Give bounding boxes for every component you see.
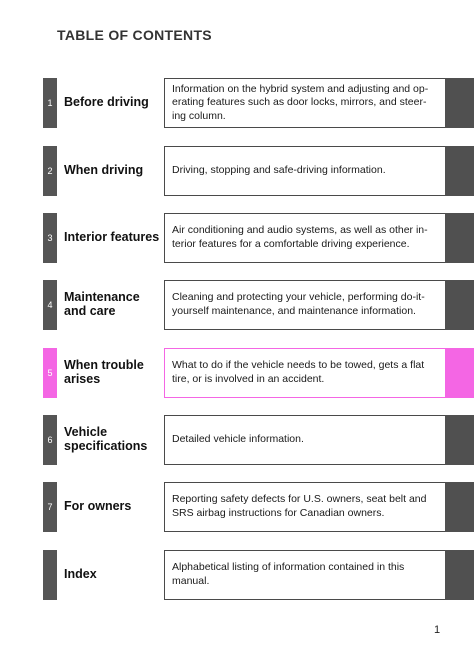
toc-row-interior-features[interactable] <box>43 213 474 263</box>
chapter-title[interactable]: Maintenance and care <box>64 290 140 318</box>
page-number: 1 <box>434 624 441 636</box>
chapter-title[interactable]: For owners <box>64 499 132 514</box>
chapter-description: Detailed vehicle information. <box>164 415 445 465</box>
chapter-number-tab: 5 <box>43 348 57 398</box>
chapter-number-tab: 3 <box>43 213 57 263</box>
chapter-number-tab: 4 <box>43 280 57 330</box>
chapter-description: Information on the hybrid system and adjusting and op-erating features such as door locks, mirrors, and steer-ing column. <box>164 78 445 128</box>
chapter-description: Air conditioning and audio systems, as well as other in-terior features for a comfortable driving experience. <box>164 213 445 263</box>
toc-row-vehicle-specifications[interactable] <box>43 415 474 465</box>
chapter-description: Alphabetical listing of information contained in this manual. <box>164 550 445 600</box>
chapter-edge-tab <box>445 78 474 128</box>
chapter-edge-tab <box>445 415 474 465</box>
chapter-title[interactable]: Vehicle specifications <box>64 425 148 453</box>
chapter-number-tab: 2 <box>43 146 57 196</box>
toc-row-for-owners[interactable] <box>43 482 474 532</box>
chapter-title[interactable]: Index <box>64 567 97 582</box>
chapter-edge-tab <box>445 280 474 330</box>
chapter-edge-tab <box>445 482 474 532</box>
chapter-title[interactable]: Before driving <box>64 95 149 110</box>
chapter-edge-tab <box>445 348 474 398</box>
chapter-description: Driving, stopping and safe-driving information. <box>164 146 445 196</box>
chapter-title[interactable]: When driving <box>64 163 144 178</box>
toc-row-maintenance-and-care[interactable] <box>43 280 474 330</box>
chapter-number-tab: 6 <box>43 415 57 465</box>
toc-row-index[interactable] <box>43 550 474 600</box>
chapter-description: Cleaning and protecting your vehicle, performing do-it-yourself maintenance, and maintenance information. <box>164 280 445 330</box>
chapter-edge-tab <box>445 146 474 196</box>
chapter-description: Reporting safety defects for U.S. owners, seat belt and SRS airbag instructions for Canadian owners. <box>164 482 445 532</box>
chapter-title[interactable]: When trouble arises <box>64 358 144 386</box>
toc-row-when-trouble-arises[interactable] <box>43 348 474 398</box>
toc-row-when-driving[interactable] <box>43 146 474 196</box>
toc-row-before-driving[interactable] <box>43 78 474 128</box>
chapter-title[interactable]: Interior features <box>64 230 160 245</box>
chapter-description: What to do if the vehicle needs to be towed, gets a flat tire, or is involved in an accident. <box>164 348 445 398</box>
page-title: TABLE OF CONTENTS <box>57 27 212 43</box>
chapter-number-tab: 1 <box>43 78 57 128</box>
chapter-number-tab <box>43 550 57 600</box>
chapter-edge-tab <box>445 550 474 600</box>
chapter-edge-tab <box>445 213 474 263</box>
chapter-number-tab: 7 <box>43 482 57 532</box>
